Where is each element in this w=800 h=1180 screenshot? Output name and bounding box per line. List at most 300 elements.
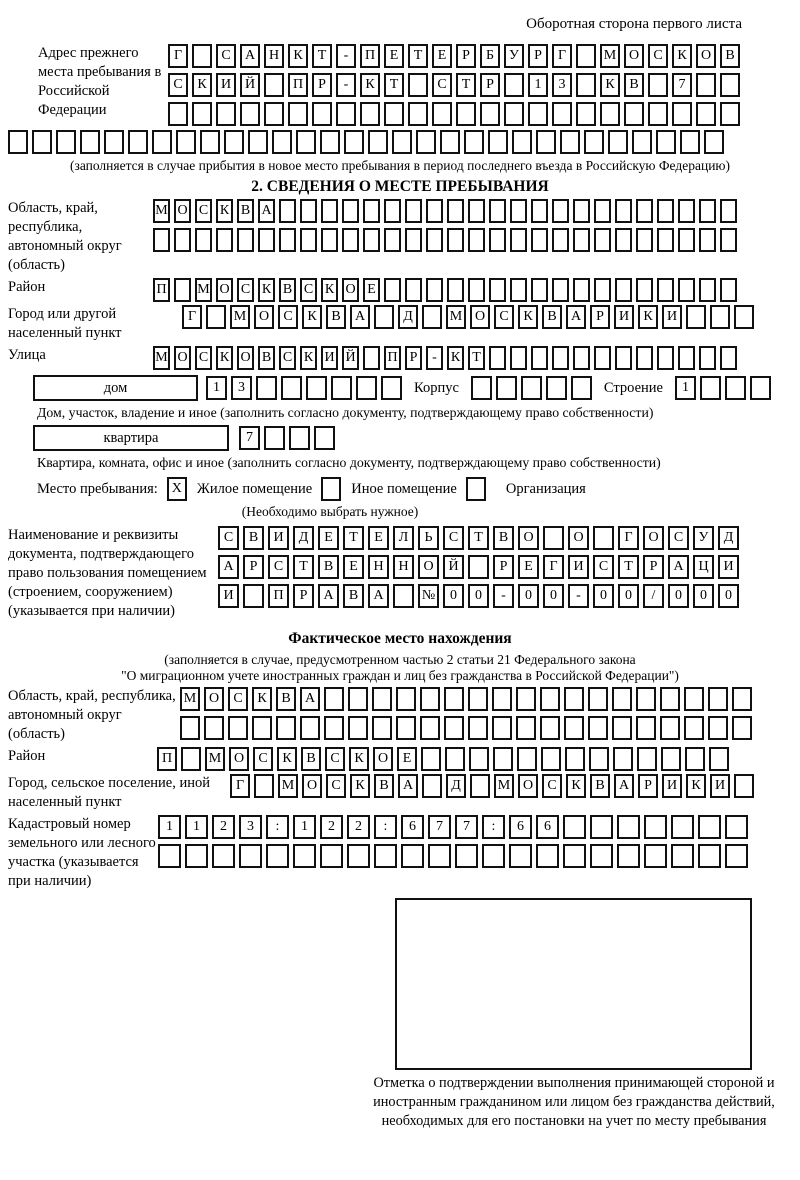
- char-box: [468, 555, 489, 579]
- char-box: 6: [536, 815, 559, 839]
- char-box: [243, 584, 264, 608]
- char-box: [185, 844, 208, 868]
- char-box: О: [216, 278, 233, 302]
- char-box: В: [343, 584, 364, 608]
- char-box: [348, 687, 368, 711]
- char-box: [489, 278, 506, 302]
- char-box: [489, 228, 506, 252]
- char-box: К: [300, 346, 317, 370]
- char-box: [468, 687, 488, 711]
- char-box: Е: [518, 555, 539, 579]
- fact-rayon-row: [157, 747, 729, 771]
- char-box: [420, 716, 440, 740]
- char-box: А: [240, 44, 260, 68]
- char-box: С: [542, 774, 562, 798]
- char-box: [489, 346, 506, 370]
- char-box: 1: [293, 815, 316, 839]
- char-box: [468, 278, 485, 302]
- char-box: О: [174, 199, 191, 223]
- char-box: С: [593, 555, 614, 579]
- prev-address-row-3: [168, 102, 740, 126]
- char-box: [672, 102, 692, 126]
- char-box: [632, 130, 652, 154]
- char-box: В: [276, 687, 296, 711]
- char-box: [384, 278, 401, 302]
- char-box: [734, 774, 754, 798]
- char-box: Е: [343, 555, 364, 579]
- char-box: [563, 844, 586, 868]
- char-box: [440, 130, 460, 154]
- char-box: [696, 73, 716, 97]
- char-box: [571, 376, 592, 400]
- char-box: [300, 199, 317, 223]
- char-box: [528, 102, 548, 126]
- char-box: [447, 278, 464, 302]
- fact-oblast-label: Область, край, республика, автономный округ (область): [8, 688, 176, 742]
- char-box: [576, 102, 596, 126]
- char-box: -: [426, 346, 443, 370]
- char-box: В: [279, 278, 296, 302]
- char-box: [296, 130, 316, 154]
- char-box: [615, 278, 632, 302]
- char-box: [320, 844, 343, 868]
- char-box: 6: [401, 815, 424, 839]
- char-box: [684, 716, 704, 740]
- char-box: [240, 102, 260, 126]
- oblast-label: Область, край, республика, автономный округ (область): [8, 200, 122, 273]
- char-box: 0: [543, 584, 564, 608]
- char-box: Г: [552, 44, 572, 68]
- char-box: [750, 376, 771, 400]
- char-box: [573, 199, 590, 223]
- char-box: И: [662, 305, 682, 329]
- char-box: П: [153, 278, 170, 302]
- ulitsa-row: [153, 346, 737, 370]
- char-box: [168, 102, 188, 126]
- char-box: И: [710, 774, 730, 798]
- char-box: Е: [368, 526, 389, 550]
- char-box: К: [672, 44, 692, 68]
- char-box: [381, 376, 402, 400]
- char-box: О: [568, 526, 589, 550]
- rayon-row: [153, 278, 737, 302]
- char-box: Д: [446, 774, 466, 798]
- char-box: [698, 844, 721, 868]
- char-box: 3: [552, 73, 572, 97]
- char-box: [678, 199, 695, 223]
- char-box: Е: [318, 526, 339, 550]
- char-box: [384, 102, 404, 126]
- char-box: [300, 716, 320, 740]
- char-box: [648, 102, 668, 126]
- char-box: К: [349, 747, 369, 771]
- char-box: П: [268, 584, 289, 608]
- char-box: В: [624, 73, 644, 97]
- char-box: 1: [528, 73, 548, 97]
- char-box: Т: [468, 346, 485, 370]
- char-box: Р: [312, 73, 332, 97]
- char-box: [293, 844, 316, 868]
- char-box: [180, 716, 200, 740]
- char-box: [288, 102, 308, 126]
- char-box: [374, 844, 397, 868]
- char-box: [32, 130, 52, 154]
- stroenie-row: [675, 376, 771, 400]
- char-box: [281, 376, 302, 400]
- char-box: :: [374, 815, 397, 839]
- fact-caption-2: "О миграционном учете иностранных граждан и лиц без гражданства в Российской Федерации"): [121, 668, 679, 683]
- char-box: В: [243, 526, 264, 550]
- char-box: [685, 747, 705, 771]
- char-box: О: [229, 747, 249, 771]
- doc-row-3: [218, 584, 739, 608]
- char-box: С: [253, 747, 273, 771]
- char-box: 1: [185, 815, 208, 839]
- char-box: -: [493, 584, 514, 608]
- char-box: А: [398, 774, 418, 798]
- char-box: [536, 844, 559, 868]
- char-box: Е: [363, 278, 380, 302]
- char-box: Л: [393, 526, 414, 550]
- char-box: [564, 716, 584, 740]
- gorod-label: Город или другой населенный пункт: [8, 306, 122, 341]
- char-box: И: [218, 584, 239, 608]
- char-box: [426, 199, 443, 223]
- char-box: [347, 844, 370, 868]
- char-box: [504, 102, 524, 126]
- char-box: [560, 130, 580, 154]
- char-box: В: [493, 526, 514, 550]
- char-box: 2: [212, 815, 235, 839]
- char-box: [174, 228, 191, 252]
- char-box: Й: [240, 73, 260, 97]
- char-box: М: [153, 346, 170, 370]
- mesto-note: (Необходимо выбрать нужное): [241, 504, 419, 519]
- char-box: [617, 815, 640, 839]
- char-box: И: [268, 526, 289, 550]
- char-box: [540, 716, 560, 740]
- char-box: [510, 346, 527, 370]
- prev-address-row-2: [168, 73, 740, 97]
- char-box: С: [494, 305, 514, 329]
- char-box: [615, 346, 632, 370]
- char-box: [408, 73, 428, 97]
- char-box: [546, 376, 567, 400]
- char-box: К: [360, 73, 380, 97]
- char-box: 1: [158, 815, 181, 839]
- char-box: И: [216, 73, 236, 97]
- char-box: [541, 747, 561, 771]
- char-box: [725, 815, 748, 839]
- char-box: [720, 73, 740, 97]
- dom-caption: Дом, участок, владение и иное (заполнить согласно документу, подтверждающему право собственности): [37, 405, 654, 420]
- char-box: М: [600, 44, 620, 68]
- prev-address-caption: (заполняется в случае прибытия в новое место пребывания в период последнего въезда в Российскую Федерацию): [69, 158, 731, 173]
- char-box: [489, 199, 506, 223]
- char-box: [471, 376, 492, 400]
- char-box: [636, 228, 653, 252]
- char-box: [543, 526, 564, 550]
- char-box: [336, 102, 356, 126]
- char-box: [732, 716, 752, 740]
- char-box: -: [336, 44, 356, 68]
- char-box: [204, 716, 224, 740]
- char-box: Ц: [693, 555, 714, 579]
- char-box: [392, 130, 412, 154]
- char-box: К: [192, 73, 212, 97]
- char-box: [464, 130, 484, 154]
- char-box: [644, 815, 667, 839]
- char-box: [300, 228, 317, 252]
- char-box: [588, 687, 608, 711]
- char-box: Д: [293, 526, 314, 550]
- char-box: [644, 844, 667, 868]
- char-box: [708, 716, 728, 740]
- char-box: [678, 278, 695, 302]
- char-box: [363, 199, 380, 223]
- char-box: [212, 844, 235, 868]
- char-box: Т: [408, 44, 428, 68]
- char-box: В: [258, 346, 275, 370]
- char-box: О: [418, 555, 439, 579]
- char-box: К: [638, 305, 658, 329]
- char-box: [704, 130, 724, 154]
- char-box: [405, 228, 422, 252]
- char-box: [699, 199, 716, 223]
- char-box: М: [494, 774, 514, 798]
- stroenie-label: Строение: [603, 379, 663, 396]
- char-box: [531, 199, 548, 223]
- char-box: 2: [347, 815, 370, 839]
- option-organizatsiya-label: Организация: [505, 480, 586, 497]
- char-box: И: [614, 305, 634, 329]
- char-box: [237, 228, 254, 252]
- char-box: [456, 102, 476, 126]
- char-box: [590, 815, 613, 839]
- char-box: [576, 44, 596, 68]
- char-box: [725, 376, 746, 400]
- char-box: П: [288, 73, 308, 97]
- char-box: [565, 747, 585, 771]
- dom-row: [206, 376, 402, 400]
- char-box: [593, 526, 614, 550]
- char-box: В: [237, 199, 254, 223]
- char-box: [684, 687, 704, 711]
- char-box: А: [368, 584, 389, 608]
- char-box: [617, 844, 640, 868]
- char-box: 0: [718, 584, 739, 608]
- char-box: [8, 130, 28, 154]
- char-box: [531, 278, 548, 302]
- char-box: [469, 747, 489, 771]
- char-box: Й: [443, 555, 464, 579]
- char-box: А: [614, 774, 634, 798]
- char-box: [256, 376, 277, 400]
- char-box: Е: [384, 44, 404, 68]
- char-box: [360, 102, 380, 126]
- char-box: [279, 228, 296, 252]
- char-box: [584, 130, 604, 154]
- kadastr-block: [8, 815, 800, 891]
- char-box: Р: [480, 73, 500, 97]
- char-box: 0: [518, 584, 539, 608]
- char-box: [671, 844, 694, 868]
- char-box: [510, 199, 527, 223]
- checkbox-zhiloe: X: [167, 477, 187, 501]
- char-box: [552, 228, 569, 252]
- char-box: М: [446, 305, 466, 329]
- char-box: 0: [443, 584, 464, 608]
- char-box: О: [624, 44, 644, 68]
- char-box: [531, 346, 548, 370]
- char-box: [272, 130, 292, 154]
- char-box: К: [277, 747, 297, 771]
- char-box: М: [180, 687, 200, 711]
- option-zhiloe-label: Жилое помещение: [196, 480, 313, 497]
- char-box: [426, 278, 443, 302]
- korpus-row: [471, 376, 592, 400]
- char-box: [636, 716, 656, 740]
- kadastr-grid: [158, 815, 748, 868]
- char-box: С: [268, 555, 289, 579]
- char-box: [564, 687, 584, 711]
- char-box: [289, 426, 310, 450]
- char-box: В: [374, 774, 394, 798]
- char-box: П: [384, 346, 401, 370]
- char-box: Ь: [418, 526, 439, 550]
- char-box: [680, 130, 700, 154]
- char-box: О: [174, 346, 191, 370]
- doc-row-2: [218, 555, 739, 579]
- mesto-label: Место пребывания:: [37, 480, 158, 497]
- char-box: О: [342, 278, 359, 302]
- char-box: [421, 747, 441, 771]
- char-box: [468, 228, 485, 252]
- rayon-block: [8, 278, 800, 302]
- char-box: 6: [509, 815, 532, 839]
- char-box: [573, 228, 590, 252]
- char-box: [657, 278, 674, 302]
- char-box: [725, 844, 748, 868]
- char-box: [384, 199, 401, 223]
- char-box: [637, 747, 657, 771]
- char-box: [590, 844, 613, 868]
- char-box: [279, 199, 296, 223]
- char-box: С: [432, 73, 452, 97]
- char-box: Г: [543, 555, 564, 579]
- char-box: [589, 747, 609, 771]
- section2-title: 2. СВЕДЕНИЯ О МЕСТЕ ПРЕБЫВАНИЯ: [251, 178, 549, 195]
- char-box: [636, 278, 653, 302]
- korpus-label: Корпус: [414, 379, 459, 396]
- char-box: Т: [468, 526, 489, 550]
- char-box: [493, 747, 513, 771]
- doc-block: [8, 526, 800, 621]
- char-box: С: [228, 687, 248, 711]
- char-box: [594, 228, 611, 252]
- fact-rayon-block: [8, 747, 800, 771]
- char-box: С: [325, 747, 345, 771]
- char-box: [615, 199, 632, 223]
- char-box: В: [720, 44, 740, 68]
- char-box: [470, 774, 490, 798]
- ulitsa-block: [8, 346, 800, 370]
- char-box: [195, 228, 212, 252]
- ulitsa-label: Улица: [8, 347, 46, 363]
- char-box: Н: [368, 555, 389, 579]
- char-box: [492, 716, 512, 740]
- char-box: [510, 278, 527, 302]
- char-box: [356, 376, 377, 400]
- char-box: М: [205, 747, 225, 771]
- char-box: [363, 346, 380, 370]
- doc-row-1: [218, 526, 739, 550]
- char-box: 2: [320, 815, 343, 839]
- char-box: [444, 687, 464, 711]
- char-box: [396, 716, 416, 740]
- char-box: [254, 774, 274, 798]
- char-box: [552, 102, 572, 126]
- oblast-row-1: [153, 199, 737, 223]
- char-box: [468, 199, 485, 223]
- char-box: К: [252, 687, 272, 711]
- char-box: [612, 716, 632, 740]
- char-box: Т: [618, 555, 639, 579]
- char-box: Р: [293, 584, 314, 608]
- char-box: С: [648, 44, 668, 68]
- char-box: К: [686, 774, 706, 798]
- char-box: И: [321, 346, 338, 370]
- char-box: К: [447, 346, 464, 370]
- char-box: [540, 687, 560, 711]
- checkbox-inoe: [321, 477, 341, 501]
- char-box: [600, 102, 620, 126]
- char-box: Г: [168, 44, 188, 68]
- char-box: К: [288, 44, 308, 68]
- char-box: [447, 199, 464, 223]
- char-box: 0: [618, 584, 639, 608]
- char-box: [531, 228, 548, 252]
- char-box: О: [204, 687, 224, 711]
- char-box: [192, 102, 212, 126]
- char-box: [372, 687, 392, 711]
- char-box: С: [216, 44, 236, 68]
- char-box: К: [566, 774, 586, 798]
- char-box: [426, 228, 443, 252]
- confirmation-stamp-area: [395, 898, 752, 1070]
- char-box: [517, 747, 537, 771]
- char-box: С: [668, 526, 689, 550]
- char-box: [720, 228, 737, 252]
- char-box: Р: [493, 555, 514, 579]
- prev-address-block: [38, 44, 800, 126]
- checkbox-organizatsiya: [466, 477, 486, 501]
- char-box: [432, 102, 452, 126]
- char-box: [699, 228, 716, 252]
- char-box: [206, 305, 226, 329]
- char-box: Р: [243, 555, 264, 579]
- char-box: [686, 305, 706, 329]
- char-box: Р: [638, 774, 658, 798]
- char-box: А: [258, 199, 275, 223]
- char-box: [536, 130, 556, 154]
- char-box: И: [568, 555, 589, 579]
- char-box: С: [326, 774, 346, 798]
- char-box: [320, 130, 340, 154]
- char-box: Р: [643, 555, 664, 579]
- char-box: М: [230, 305, 250, 329]
- char-box: [104, 130, 124, 154]
